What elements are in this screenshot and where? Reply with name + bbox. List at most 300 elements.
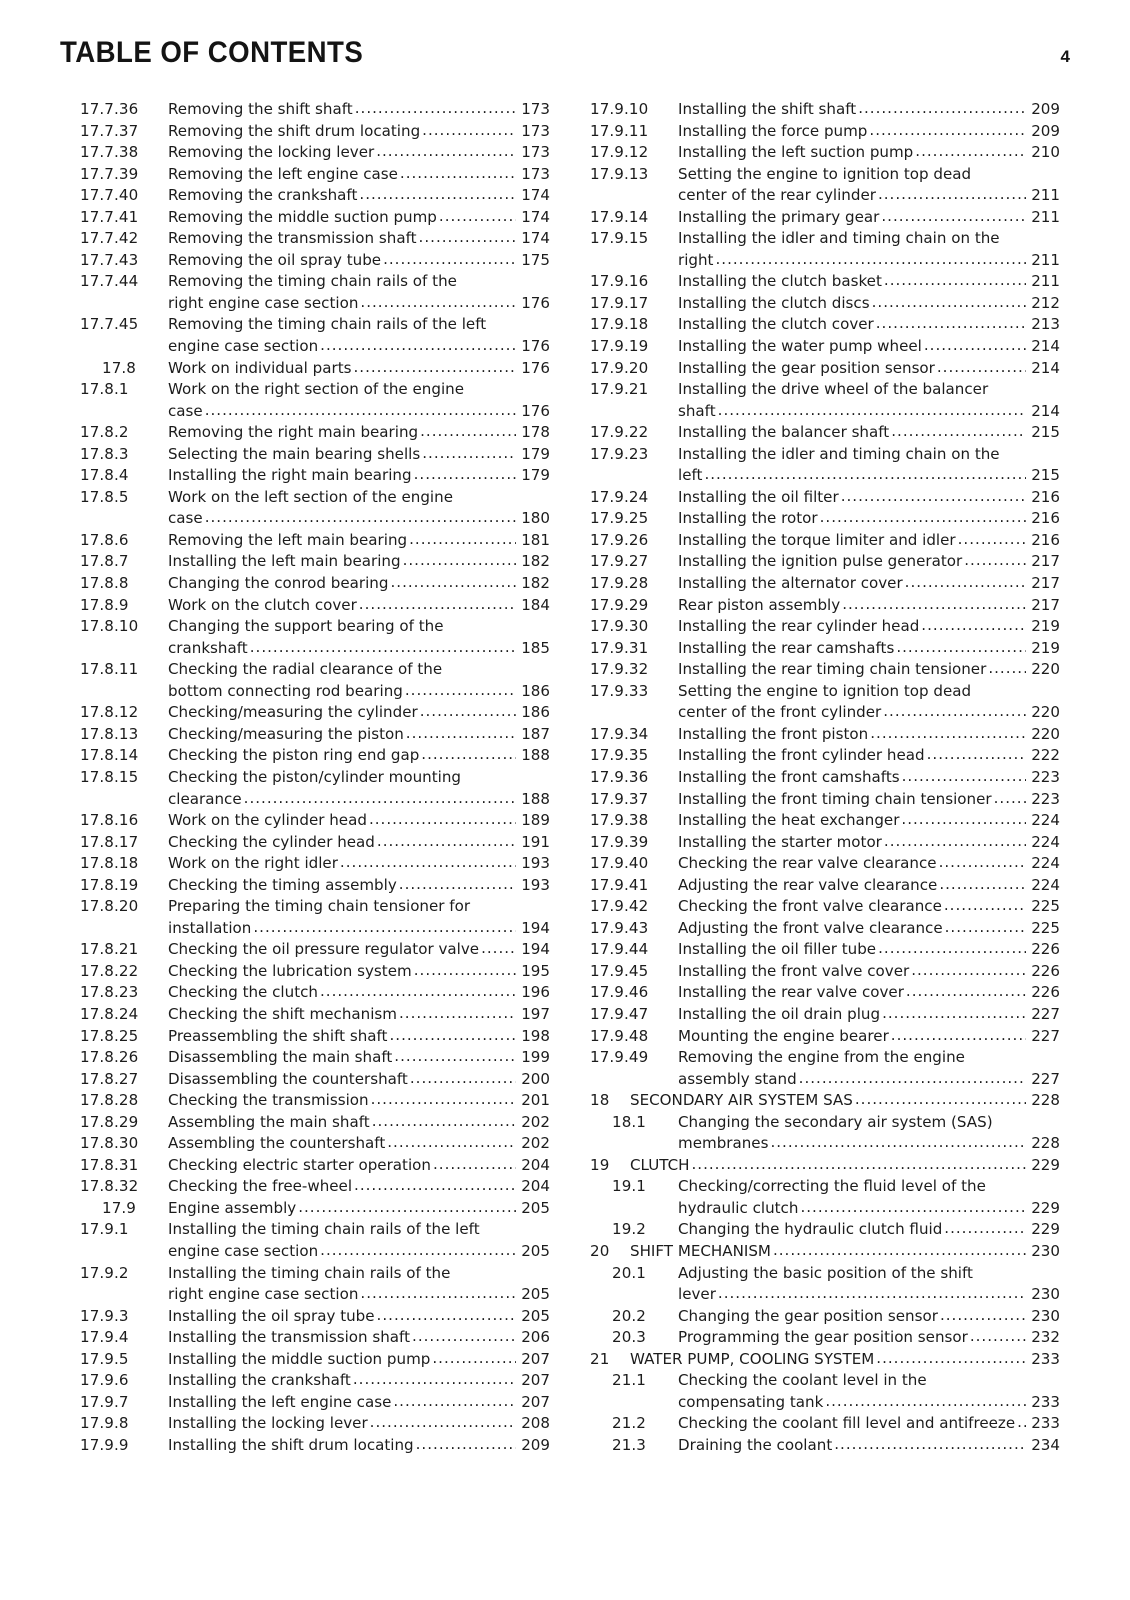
toc-entry-number: 17.9.19 bbox=[590, 337, 649, 356]
leader-dots bbox=[416, 1434, 516, 1456]
leader-dots bbox=[422, 443, 516, 465]
toc-entry-line-final bbox=[678, 358, 1060, 380]
leader-dots bbox=[394, 1046, 516, 1068]
toc-entry-page-number: 206 bbox=[521, 1328, 550, 1347]
toc-entry-body bbox=[678, 551, 1060, 573]
toc-entry[interactable] bbox=[80, 1349, 550, 1371]
toc-entry[interactable] bbox=[80, 659, 550, 702]
leader-dots bbox=[387, 1132, 516, 1154]
toc-entry[interactable] bbox=[80, 1435, 550, 1457]
toc-entry[interactable] bbox=[80, 1047, 550, 1069]
toc-entry-title: Installing the oil drain plug bbox=[678, 1004, 881, 1023]
toc-entry[interactable] bbox=[80, 595, 550, 617]
toc-entry-title: crankshaft bbox=[168, 638, 248, 657]
toc-entry[interactable] bbox=[590, 530, 1060, 552]
toc-entry[interactable] bbox=[80, 530, 550, 552]
toc-entry-number: 17.8.27 bbox=[80, 1069, 139, 1088]
page-header bbox=[0, 0, 1130, 96]
toc-entry-page-number: 234 bbox=[1031, 1435, 1060, 1454]
toc-entry-title: Checking the front valve clearance bbox=[678, 897, 942, 916]
toc-entry-title: Installing the shift drum locating bbox=[168, 1435, 414, 1454]
toc-entry[interactable] bbox=[80, 271, 550, 314]
toc-entry[interactable] bbox=[590, 982, 1060, 1004]
toc-entry-title: Installing the front piston bbox=[678, 724, 869, 743]
toc-entry[interactable] bbox=[80, 1112, 550, 1134]
toc-entry-page-number: 181 bbox=[521, 530, 550, 549]
toc-entry-body bbox=[678, 314, 1060, 336]
toc-entry-title: case bbox=[168, 401, 203, 420]
toc-entry[interactable] bbox=[590, 681, 1060, 724]
toc-entry-page-number: 209 bbox=[1031, 121, 1060, 140]
toc-entry[interactable] bbox=[590, 142, 1060, 164]
toc-entry-title: Checking the clutch bbox=[168, 983, 318, 1002]
toc-entry-page-number: 223 bbox=[1031, 767, 1060, 786]
toc-entry[interactable] bbox=[80, 207, 550, 229]
toc-entry[interactable] bbox=[590, 1004, 1060, 1026]
toc-entry-body bbox=[168, 1435, 550, 1457]
toc-entry-number: 17.8.26 bbox=[80, 1048, 139, 1067]
toc-entry-line-final bbox=[168, 789, 550, 811]
toc-entry[interactable] bbox=[590, 616, 1060, 638]
toc-entry-body bbox=[168, 616, 550, 659]
toc-entry-line-final bbox=[168, 1392, 550, 1414]
leader-dots bbox=[911, 960, 1026, 982]
toc-entry-number: 17.9.6 bbox=[80, 1371, 129, 1390]
toc-entry[interactable] bbox=[590, 1155, 1060, 1177]
toc-entry-line-final bbox=[678, 1413, 1060, 1435]
toc-entry[interactable] bbox=[80, 724, 550, 746]
toc-entry-line-final bbox=[678, 314, 1060, 336]
leader-dots bbox=[878, 938, 1026, 960]
leader-dots bbox=[372, 1111, 516, 1133]
toc-entry[interactable] bbox=[590, 1413, 1060, 1435]
toc-entry[interactable] bbox=[590, 1435, 1060, 1457]
toc-entry-body bbox=[168, 121, 550, 143]
toc-entry-title: assembly stand bbox=[678, 1069, 797, 1088]
toc-entry[interactable] bbox=[590, 1241, 1060, 1263]
toc-entry[interactable] bbox=[80, 853, 550, 875]
toc-entry[interactable] bbox=[590, 1219, 1060, 1241]
toc-entry-number: 17.8.8 bbox=[80, 574, 129, 593]
toc-entry-page-number: 188 bbox=[521, 789, 550, 808]
toc-entry-page-number: 215 bbox=[1031, 423, 1060, 442]
leader-dots bbox=[770, 1132, 1026, 1154]
toc-entry-body bbox=[168, 1090, 550, 1112]
leader-dots bbox=[253, 917, 516, 939]
toc-entry-line-final bbox=[168, 875, 550, 897]
toc-entry[interactable] bbox=[80, 1219, 550, 1262]
toc-entry[interactable] bbox=[80, 185, 550, 207]
toc-entry-title: clearance bbox=[168, 789, 242, 808]
toc-entry-title: Engine assembly bbox=[168, 1198, 297, 1217]
toc-entry[interactable] bbox=[80, 745, 550, 767]
toc-entry-title: Checking the coolant level in the bbox=[678, 1371, 927, 1390]
leader-dots bbox=[940, 1305, 1026, 1327]
toc-entry-number: 19.2 bbox=[612, 1220, 647, 1239]
leader-dots bbox=[939, 852, 1026, 874]
toc-entry-page-number: 189 bbox=[521, 811, 550, 830]
toc-entry[interactable] bbox=[590, 1370, 1060, 1413]
leader-dots bbox=[841, 486, 1026, 508]
leader-dots bbox=[891, 421, 1026, 443]
toc-entry-body bbox=[168, 939, 550, 961]
toc-entry-number: 17.8.9 bbox=[80, 595, 129, 614]
toc-entry[interactable] bbox=[590, 422, 1060, 444]
toc-entry[interactable] bbox=[80, 358, 550, 380]
toc-entry-page-number: 184 bbox=[521, 595, 550, 614]
toc-entry-body bbox=[678, 918, 1060, 940]
toc-entry-number: 17.8.14 bbox=[80, 746, 139, 765]
toc-entry[interactable] bbox=[80, 1198, 550, 1220]
leader-dots bbox=[409, 529, 516, 551]
toc-entry-body bbox=[678, 961, 1060, 983]
toc-entry-line-final bbox=[678, 1069, 1060, 1091]
toc-entry-line-final bbox=[678, 961, 1060, 983]
toc-entry-line-final bbox=[678, 1284, 1060, 1306]
toc-entry-title: bottom connecting rod bearing bbox=[168, 681, 403, 700]
toc-entry-title: Removing the engine from the engine bbox=[678, 1048, 965, 1067]
toc-entry-body bbox=[678, 1327, 1060, 1349]
toc-entry[interactable] bbox=[590, 1176, 1060, 1219]
toc-entry-line-final bbox=[168, 1327, 550, 1349]
toc-entry-line-final bbox=[168, 99, 550, 121]
toc-entry[interactable] bbox=[80, 896, 550, 939]
toc-entry-number: 17.8.11 bbox=[80, 660, 139, 679]
toc-entry-title: WATER PUMP, COOLING SYSTEM bbox=[630, 1349, 875, 1368]
toc-entry-line bbox=[678, 681, 1060, 703]
toc-entry-number: 17.8 bbox=[102, 358, 137, 377]
leader-dots bbox=[773, 1240, 1026, 1262]
toc-entry[interactable] bbox=[590, 551, 1060, 573]
toc-entry-number: 17.8.10 bbox=[80, 617, 139, 636]
toc-entry-number: 17.9.44 bbox=[590, 940, 649, 959]
toc-entry-line-final bbox=[168, 1306, 550, 1328]
toc-entry[interactable] bbox=[590, 487, 1060, 509]
toc-entry[interactable] bbox=[590, 1327, 1060, 1349]
toc-entry-title: Preparing the timing chain tensioner for bbox=[168, 897, 471, 916]
toc-entry-title: Installing the oil filler tube bbox=[678, 940, 877, 959]
toc-entry-title: Installing the rear valve cover bbox=[678, 983, 904, 1002]
toc-entry-line-final bbox=[678, 422, 1060, 444]
leader-dots bbox=[884, 270, 1026, 292]
toc-entry-title: Adjusting the front valve clearance bbox=[678, 918, 943, 937]
toc-entry[interactable] bbox=[80, 875, 550, 897]
toc-entry-line bbox=[678, 1263, 1060, 1285]
toc-entry[interactable] bbox=[590, 336, 1060, 358]
toc-entry[interactable] bbox=[590, 896, 1060, 918]
toc-entry-title: Installing the oil filter bbox=[678, 487, 839, 506]
toc-entry-body bbox=[168, 551, 550, 573]
toc-entry-title: Mounting the engine bearer bbox=[678, 1026, 889, 1045]
toc-entry-body bbox=[168, 465, 550, 487]
toc-entry[interactable] bbox=[590, 918, 1060, 940]
leader-dots bbox=[927, 744, 1026, 766]
toc-entry-number: 17.9.39 bbox=[590, 832, 649, 851]
toc-entry[interactable] bbox=[80, 982, 550, 1004]
toc-entry-number: 17.8.2 bbox=[80, 423, 129, 442]
toc-entry-body bbox=[168, 358, 550, 380]
toc-entry-body bbox=[168, 228, 550, 250]
toc-entry-number: 17.9.17 bbox=[590, 293, 649, 312]
toc-entry-number: 19.1 bbox=[612, 1177, 647, 1196]
toc-entry-title: Removing the left main bearing bbox=[168, 530, 408, 549]
toc-entry-page-number: 227 bbox=[1031, 1004, 1060, 1023]
toc-entry-page-number: 205 bbox=[521, 1306, 550, 1325]
leader-dots bbox=[939, 874, 1026, 896]
toc-entry[interactable] bbox=[80, 1026, 550, 1048]
leader-dots bbox=[988, 658, 1026, 680]
toc-entry[interactable] bbox=[80, 142, 550, 164]
toc-entry-line-final bbox=[168, 1241, 550, 1263]
toc-entry[interactable] bbox=[80, 573, 550, 595]
toc-entry-body bbox=[678, 681, 1060, 724]
toc-entry[interactable] bbox=[80, 121, 550, 143]
toc-entry-page-number: 205 bbox=[521, 1285, 550, 1304]
toc-entry[interactable] bbox=[80, 1133, 550, 1155]
toc-entry-title: Work on the clutch cover bbox=[168, 595, 357, 614]
toc-entry-number: 17.9.29 bbox=[590, 595, 649, 614]
toc-entry-title: Installing the clutch cover bbox=[678, 315, 874, 334]
toc-entry-page-number: 228 bbox=[1031, 1134, 1060, 1153]
toc-entry-line-final bbox=[678, 875, 1060, 897]
toc-entry-line-final bbox=[168, 1413, 550, 1435]
toc-entry[interactable] bbox=[590, 745, 1060, 767]
toc-entry[interactable] bbox=[590, 207, 1060, 229]
toc-entry-number: 18.1 bbox=[612, 1112, 647, 1131]
toc-entry-number: 17.7.36 bbox=[80, 100, 139, 118]
toc-entry[interactable] bbox=[590, 99, 1060, 121]
toc-entry-number: 17.8.20 bbox=[80, 897, 139, 916]
toc-entry[interactable] bbox=[80, 444, 550, 466]
toc-entry[interactable] bbox=[590, 961, 1060, 983]
toc-entry[interactable] bbox=[590, 939, 1060, 961]
toc-entry[interactable] bbox=[80, 1392, 550, 1414]
toc-entry-page-number: 213 bbox=[1031, 315, 1060, 334]
toc-entry-line-final bbox=[678, 853, 1060, 875]
toc-entry[interactable] bbox=[590, 724, 1060, 746]
leader-dots bbox=[858, 98, 1026, 120]
toc-entry[interactable] bbox=[590, 293, 1060, 315]
toc-entry-body bbox=[678, 422, 1060, 444]
toc-entry-body bbox=[678, 1263, 1060, 1306]
toc-entry[interactable] bbox=[590, 121, 1060, 143]
toc-entry[interactable] bbox=[590, 638, 1060, 660]
toc-entry[interactable] bbox=[80, 379, 550, 422]
toc-entry-title: Installing the primary gear bbox=[678, 207, 880, 226]
toc-entry-number: 17.8.28 bbox=[80, 1091, 139, 1110]
toc-entry[interactable] bbox=[590, 875, 1060, 897]
leader-dots bbox=[377, 831, 516, 853]
toc-entry-title: Installing the heat exchanger bbox=[678, 811, 900, 830]
toc-entry-title: Preassembling the shift shaft bbox=[168, 1026, 388, 1045]
toc-entry-page-number: 230 bbox=[1031, 1241, 1060, 1260]
toc-entry[interactable] bbox=[590, 444, 1060, 487]
toc-entry-line-final bbox=[678, 702, 1060, 724]
toc-entry-body bbox=[168, 982, 550, 1004]
toc-entry-title: Installing the front cylinder head bbox=[678, 746, 925, 765]
toc-entry[interactable] bbox=[590, 1026, 1060, 1048]
toc-entry[interactable] bbox=[590, 1306, 1060, 1328]
toc-entry-line bbox=[168, 314, 550, 336]
toc-entry-line-final bbox=[678, 142, 1060, 164]
toc-entry[interactable] bbox=[80, 810, 550, 832]
toc-entry[interactable] bbox=[590, 1047, 1060, 1090]
toc-entry[interactable] bbox=[590, 767, 1060, 789]
toc-entry-page-number: 194 bbox=[521, 940, 550, 959]
leader-dots bbox=[921, 615, 1026, 637]
toc-entry[interactable] bbox=[590, 228, 1060, 271]
toc-entry-page-number: 233 bbox=[1031, 1414, 1060, 1433]
toc-entry[interactable] bbox=[80, 250, 550, 272]
leader-dots bbox=[944, 895, 1026, 917]
toc-entry-body bbox=[678, 1219, 1060, 1241]
toc-entry-line-final bbox=[678, 207, 1060, 229]
toc-entry-line-final bbox=[678, 1306, 1060, 1328]
leader-dots bbox=[353, 357, 516, 379]
toc-entry-line bbox=[168, 1219, 550, 1241]
toc-entry[interactable] bbox=[80, 1370, 550, 1392]
toc-entry-title: Installing the clutch discs bbox=[678, 293, 870, 312]
toc-entry[interactable] bbox=[590, 573, 1060, 595]
toc-entry-line bbox=[678, 379, 1060, 401]
leader-dots bbox=[433, 1154, 516, 1176]
toc-entry-title: case bbox=[168, 509, 203, 528]
toc-entry-page-number: 232 bbox=[1031, 1328, 1060, 1347]
toc-entry-page-number: 176 bbox=[521, 337, 550, 356]
toc-entry-number: 21.1 bbox=[612, 1371, 647, 1390]
toc-entry-page-number: 205 bbox=[521, 1198, 550, 1217]
toc-entry[interactable] bbox=[590, 595, 1060, 617]
toc-entry-body bbox=[168, 530, 550, 552]
toc-entry-title: Installing the left suction pump bbox=[678, 143, 914, 162]
toc-entry-title: Checking the rear valve clearance bbox=[678, 854, 937, 873]
toc-entry-title: Checking the piston/cylinder mounting bbox=[168, 767, 461, 786]
toc-entry[interactable] bbox=[590, 1112, 1060, 1155]
toc-entry-line bbox=[678, 228, 1060, 250]
toc-entry-title: Assembling the countershaft bbox=[168, 1134, 386, 1153]
toc-entry[interactable] bbox=[80, 1413, 550, 1435]
toc-entry-page-number: 173 bbox=[521, 100, 550, 118]
toc-entry-page-number: 217 bbox=[1031, 574, 1060, 593]
leader-dots bbox=[870, 723, 1026, 745]
leader-dots bbox=[393, 1391, 516, 1413]
toc-entry-number: 17.7.42 bbox=[80, 229, 139, 248]
leader-dots bbox=[205, 400, 516, 422]
page-number: 4 bbox=[1060, 47, 1070, 66]
toc-entry[interactable] bbox=[80, 1155, 550, 1177]
toc-entry[interactable] bbox=[590, 789, 1060, 811]
toc-entry-title: Setting the engine to ignition top dead bbox=[678, 681, 972, 700]
toc-entry-line-final bbox=[678, 121, 1060, 143]
toc-entry[interactable] bbox=[590, 314, 1060, 336]
toc-entry-body bbox=[168, 422, 550, 444]
toc-entry-line-final bbox=[678, 293, 1060, 315]
toc-entry[interactable] bbox=[80, 702, 550, 724]
toc-entry[interactable] bbox=[590, 164, 1060, 207]
toc-entry[interactable] bbox=[80, 1327, 550, 1349]
toc-entry-line bbox=[168, 616, 550, 638]
toc-entry[interactable] bbox=[80, 1004, 550, 1026]
toc-entry-line bbox=[168, 659, 550, 681]
toc-entry-body bbox=[678, 724, 1060, 746]
leader-dots bbox=[876, 1348, 1026, 1370]
leader-dots bbox=[958, 529, 1026, 551]
toc-entry-line-final bbox=[678, 939, 1060, 961]
toc-entry-page-number: 230 bbox=[1031, 1306, 1060, 1325]
toc-entry[interactable] bbox=[80, 228, 550, 250]
toc-entry-page-number: 185 bbox=[521, 638, 550, 657]
toc-entry-number: 18 bbox=[590, 1091, 610, 1110]
toc-entry-page-number: 209 bbox=[521, 1435, 550, 1454]
leader-dots bbox=[403, 550, 516, 572]
toc-entry[interactable] bbox=[80, 961, 550, 983]
toc-entry-body bbox=[678, 982, 1060, 1004]
toc-entry-page-number: 211 bbox=[1031, 207, 1060, 226]
toc-entry[interactable] bbox=[80, 551, 550, 573]
toc-entry[interactable] bbox=[590, 1263, 1060, 1306]
toc-entry[interactable] bbox=[590, 853, 1060, 875]
toc-entry[interactable] bbox=[80, 164, 550, 186]
leader-dots bbox=[915, 141, 1026, 163]
toc-entry[interactable] bbox=[590, 358, 1060, 380]
toc-entry[interactable] bbox=[80, 465, 550, 487]
leader-dots bbox=[901, 809, 1026, 831]
toc-entry-line-final bbox=[168, 595, 550, 617]
toc-entry-page-number: 215 bbox=[1031, 466, 1060, 485]
toc-entry[interactable] bbox=[80, 487, 550, 530]
toc-entry-title: Removing the transmission shaft bbox=[168, 229, 417, 248]
leader-dots bbox=[432, 1348, 516, 1370]
toc-entry[interactable] bbox=[80, 616, 550, 659]
toc-entry[interactable] bbox=[590, 508, 1060, 530]
toc-entry[interactable] bbox=[80, 832, 550, 854]
toc-entry-page-number: 220 bbox=[1031, 703, 1060, 722]
toc-entry-number: 17.9.12 bbox=[590, 143, 649, 162]
toc-entry[interactable] bbox=[590, 1349, 1060, 1371]
toc-entry-title: Removing the timing chain rails of the left bbox=[168, 315, 487, 334]
toc-entry[interactable] bbox=[590, 379, 1060, 422]
toc-entry[interactable] bbox=[80, 1176, 550, 1198]
toc-entry[interactable] bbox=[80, 1090, 550, 1112]
toc-entry[interactable] bbox=[590, 271, 1060, 293]
toc-entry-body bbox=[630, 1090, 1060, 1112]
leader-dots bbox=[994, 788, 1026, 810]
leader-dots bbox=[359, 184, 516, 206]
toc-entry-line-final bbox=[168, 1370, 550, 1392]
toc-entry[interactable] bbox=[80, 99, 550, 121]
toc-entry[interactable] bbox=[80, 939, 550, 961]
toc-entry-page-number: 214 bbox=[1031, 401, 1060, 420]
toc-entry-line-final bbox=[678, 508, 1060, 530]
toc-entry[interactable] bbox=[590, 832, 1060, 854]
toc-entry-page-number: 175 bbox=[521, 250, 550, 269]
toc-entry[interactable] bbox=[80, 1263, 550, 1306]
toc-entry-title: Disassembling the main shaft bbox=[168, 1048, 393, 1067]
toc-entry[interactable] bbox=[80, 767, 550, 810]
toc-entry[interactable] bbox=[80, 1306, 550, 1328]
toc-entry[interactable] bbox=[590, 1090, 1060, 1112]
leader-dots bbox=[799, 1068, 1026, 1090]
toc-entry[interactable] bbox=[80, 314, 550, 357]
toc-entry[interactable] bbox=[590, 810, 1060, 832]
leader-dots bbox=[970, 1326, 1026, 1348]
toc-entry[interactable] bbox=[80, 422, 550, 444]
toc-entry-title: Work on individual parts bbox=[168, 358, 352, 377]
toc-entry-body bbox=[168, 1219, 550, 1262]
toc-entry[interactable] bbox=[590, 659, 1060, 681]
toc-entry[interactable] bbox=[80, 1069, 550, 1091]
toc-entry-body bbox=[168, 1047, 550, 1069]
